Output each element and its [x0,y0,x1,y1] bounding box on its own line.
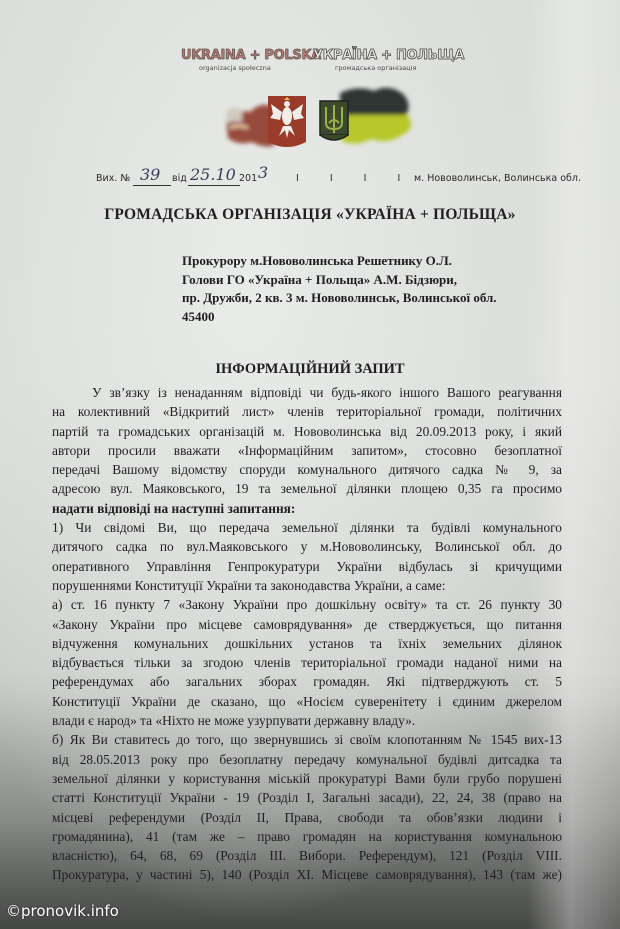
outgoing-number-label: Вих. № [96,173,131,184]
separator-marks: I I I I [296,173,415,184]
outgoing-year-suffix: 3 [258,163,269,182]
body-line: відчуження комунальних дошкільних установ та їхніх земельних ділянок [52,635,562,651]
body-line: порушеннями Конституції України та законодавства України, а саме: [52,577,446,593]
document-body [52,383,562,885]
body-line: статті Конституції України - 19 (Розділ І, Загальні засади), 22, 24, 38 (право на [52,790,562,806]
body-line: Прокуратура, у частині 5), 140 (Розділ XI. Місцеве самоврядування), 143 (там же) [52,867,562,883]
body-line: а) ст. 16 пункту 7 «Закону України про дошкільну освіту» та ст. 26 пункту 30 [52,597,562,613]
outgoing-year-prefix: 201 [239,173,258,184]
body-line: дитячого садка по вул.Маяковського у м.Нововолинську, Волинської обл. до [52,539,562,555]
city-label: м. Нововолинськ, Волинська обл. [414,173,581,184]
ukraine-emblem-icon [318,85,418,153]
addressee-line: пр. Дружби, 2 кв. 3 м. Нововолинськ, Волинської обл. [182,290,497,305]
outgoing-number-line [96,163,606,191]
body-line: У зв’язку із ненаданням відповіді чи будь-якого іншого Вашого реагування [92,385,562,400]
body-line: 1) Чи свідомі Ви, що передача земельної ділянки та будівлі комунального [52,520,562,536]
body-line: партій та громадських організацій м. Нововолинська від 20.09.2013 року, і який [52,423,562,439]
body-line: оперативного Управління Генпрокуратури України відбулась зі кричущими [52,558,562,574]
body-line: референдумах або загальних зборах громадян. Які підтверджують ст. 5 [52,674,562,690]
watermark: ©pronovik.info [6,902,119,920]
body-line: влади є народ» та «Ніхто не може узурпувати державну владу». [52,713,416,729]
body-line: місцеві референдуми (Розділ ІІ, Права, свободи та обов’язки людини і [52,809,562,825]
addressee-line: Прокурору м.Нововолинська Решетнику О.Л. [182,253,452,268]
body-line: Конституції України де сказано, що «Носієм суверенітету і єдиним джерелом [52,693,562,709]
poland-emblem-icon [222,90,312,154]
body-line: передачі Вашому відомству споруди комунального дитячого садка № 9, за [52,462,562,478]
addressee-line: Голови ГО «Україна + Польща» А.М. Бідзюри, [182,271,458,287]
document-title: ІНФОРМАЦІЙНИЙ ЗАПИТ [215,361,405,377]
body-line: автори просили вважати «Інформаційним запитом», стосовно безоплатної [52,442,562,458]
body-line: відбувається тільки за згодою членів територіальної громади наданої ними на [52,655,562,671]
body-line: земельної ділянки у користування міській прокуратурі Вами були грубо порушені [52,770,562,786]
logo-polish-name: UKRAINA + POLSKA [181,48,321,63]
outgoing-date-label: від [172,173,187,184]
logo-ukrainian-subtitle: громадська організація [335,64,417,72]
body-line: «Закону України про місцеве самоврядування» де стверджується, що питання [52,616,562,632]
outgoing-date-value: 25.10 [190,165,236,184]
body-line: від 28.05.2013 року про безоплатну передачу комунальної будівлі дитсадка та [52,751,562,767]
body-line: надати відповіді на наступні запитання: [52,500,296,516]
body-line: б) Як Ви ставитесь до того, що звернувшись зі своїм клопотанням № 1545 вих-13 [52,732,562,748]
body-line: адресою вул. Маяковського, 19 та земельної ділянки площею 0,35 га просимо [52,481,562,497]
outgoing-number-value: 39 [140,165,161,184]
body-line: громадянина), 41 (там же – право громадян на користування комунальною [52,828,562,844]
addressee-line: 45400 [182,308,215,324]
body-line: на колективний «Відкритий лист» членів територіальної громади, політичних [52,404,562,420]
logo-polish-subtitle: organizacja społeczna [199,64,271,72]
body-line: власністю), 64, 68, 69 (Розділ ІІІ. Вибори. Референдум), 121 (Розділ VIII. [52,848,562,864]
logo-ukrainian-name: УКРАЇНА + ПОЛЬЩА [313,48,465,63]
organization-title: ГРОМАДСЬКА ОРГАНІЗАЦІЯ «УКРАЇНА + ПОЛЬЩА» [104,206,516,223]
addressee-block [182,252,497,326]
